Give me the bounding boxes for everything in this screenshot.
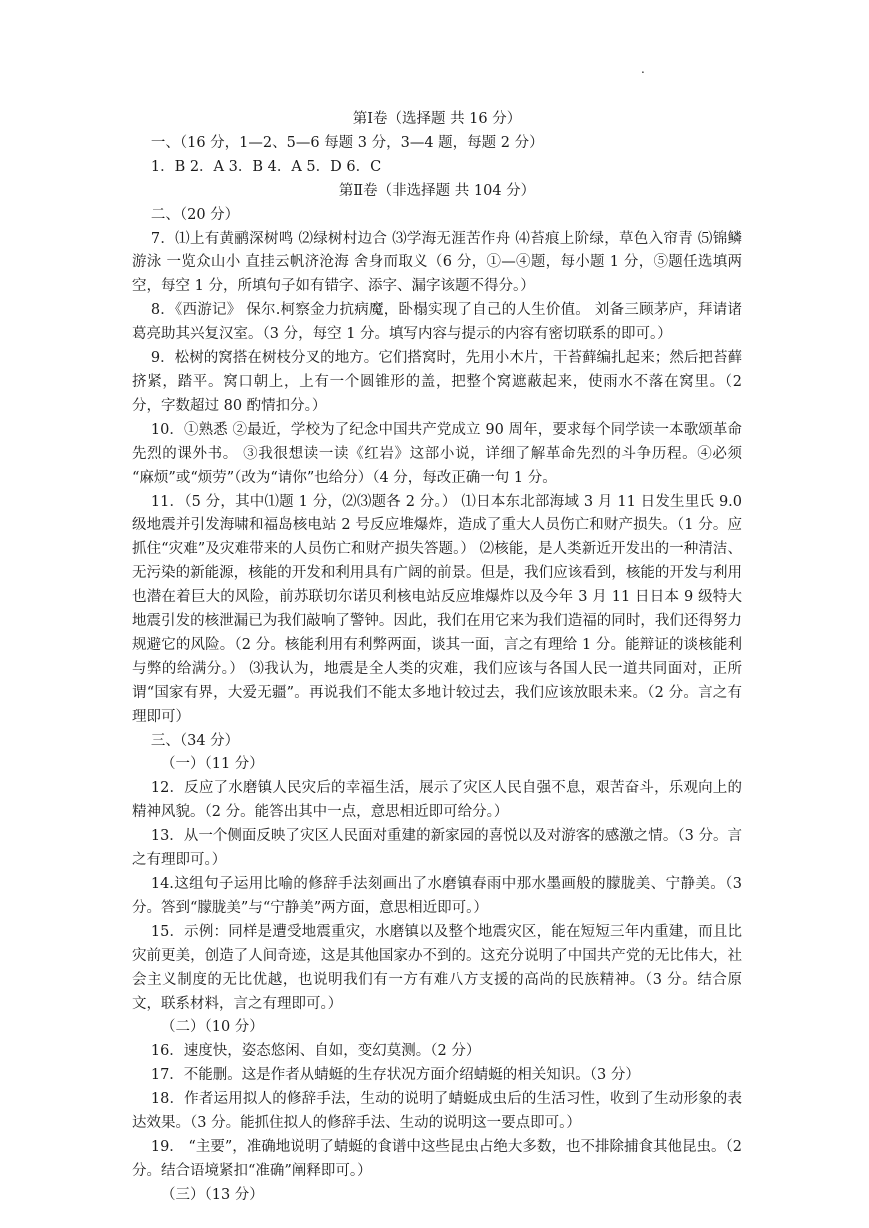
answer-q10: 10．①熟悉 ②最近，学校为了纪念中国共产党成立 90 周年，要求每个同学读一本歌颂革命先烈的课外书。 ③我很想读一读《红岩》这部小说，详细了解革命先烈的斗争历程。④必须 “麻烦”或“烦劳”（改为“请你”也给分）（4 分，每改正确一句 1 分。 — [132, 421, 742, 486]
answer-q19: 19． “主要”，准确地说明了蜻蜓的食谱中这些昆虫占绝大多数，也不排除捕食其他昆虫。（2 分。结合语境紧扣“准确”阐释即可。） — [132, 1138, 742, 1179]
answer-q11: 11．（5 分，其中⑴题 1 分，⑵⑶题各 2 分。） ⑴日本东北部海域 3 月 11 日发生里氏 9.0 级地震并引发海啸和福岛核电站 2 号反应堆爆炸，造成了重大人员伤亡和财产损失。（1 分。应抓住“灾难”及灾难带来的人员伤亡和财产损失答题。） ⑵核能，是人类新近开发出的一种清洁、无污染的新能源，核能的开发和利用具有广阔的前景。但是，我们应该看到，核能的开发与利用也潜在着巨大的风险，前苏联切尔诺贝利核电站反应堆爆炸以及今年 3 月 11 日日本 9 级特大地震引发的核泄漏已为我们敲响了警钟。因此，我们在用它来为我们造福的同时，我们还得努力规避它的风险。（2 分。核能利用有利弊两面，谈其一面，言之有理给 1 分。能辩证的谈核能利与弊的给满分。） ⑶我认为，地震是全人类的灾难，我们应该与各国人民一道共同面对，正所谓“国家有界，大爱无疆”。再说我们不能太多地计较过去，我们应该放眼未来。（2 分。言之有理即可） — [132, 493, 742, 725]
section-2-heading: 二、（20 分） — [150, 206, 240, 223]
answer-q12: 12．反应了水磨镇人民灾后的幸福生活，展示了灾区人民自强不息，艰苦奋斗，乐观向上的精神风貌。（2 分。能答出其中一点，意思相近即可给分。） — [132, 780, 742, 821]
answer-q7: 7．⑴上有黄鹂深树鸣 ⑵绿树村边合 ⑶学海无涯苦作舟 ⑷苔痕上阶绿，草色入帘青 ⑸锦鳞游泳 一览众山小 直挂云帆济沧海 舍身而取义（6 分，①—④题，每小题 1 分，⑤题任选填两空，每空 1 分，所填句子如有错字、添字、漏字该题不得分。） — [132, 230, 742, 295]
part2-title: 第Ⅱ卷（非选择题 共 104 分） — [338, 182, 536, 199]
section-1-heading: 一、（16 分，1—2、5—6 每题 3 分，3—4 题，每题 2 分） — [150, 134, 544, 151]
header-dot: . — [641, 62, 645, 76]
answer-q16: 16．速度快，姿态悠闲、自如，变幻莫测。（2 分） — [150, 1043, 481, 1060]
answer-q18: 18．作者运用拟人的修辞手法，生动的说明了蜻蜓成虫后的生活习性，收到了生动形象的表达效果。（3 分。能抓住拟人的修辞手法、生动的说明这一要点即可。） — [132, 1091, 742, 1132]
answer-q8: 8．《西游记》 保尔.柯察金力抗病魔，卧榻实现了自己的人生价值。 刘备三顾茅庐，拜请诸葛亮助其兴复汉室。（3 分，每空 1 分。填写内容与提示的内容有密切联系的即可。） — [132, 302, 742, 343]
answer-document — [132, 108, 742, 1208]
answer-q15: 15．示例：同样是遭受地震重灾，水磨镇以及整个地震灾区，能在短短三年内重建，而且比灾前更美，创造了人间奇迹，这是其他国家办不到的。这充分说明了中国共产党的无比伟大，社会主义制度的无比优越，也说明我们有一方有难八方支援的高尚的民族精神。（3 分。结合原文，联系材料，言之有理即可。） — [132, 923, 742, 1012]
answer-q13: 13．从一个侧面反映了灾区人民面对重建的新家园的喜悦以及对游客的感激之情。（3 分。言之有理即可。） — [132, 828, 742, 869]
section-1-answers: 1．B 2．A 3．B 4．A 5．D 6．C — [150, 158, 382, 175]
subsection-3-heading: （三）（13 分） — [161, 1186, 264, 1203]
answer-q14: 14.这组句子运用比喻的修辞手法刻画出了水磨镇春雨中那水墨画般的朦胧美、宁静美。（3 分。答到“朦胧美”与“宁静美”两方面，意思相近即可。） — [132, 876, 742, 916]
answer-q9: 9．松树的窝搭在树枝分叉的地方。它们搭窝时，先用小木片，干苔藓编扎起来；然后把苔藓挤紧，踏平。窝口朝上，上有一个圆锥形的盖，把整个窝遮蔽起来，使雨水不落在窝里。（2 分，字数超过 80 酌情扣分。） — [132, 350, 742, 414]
subsection-2-heading: （二）（10 分） — [161, 1019, 264, 1036]
part1-title: 第Ⅰ卷（选择题 共 16 分） — [352, 111, 522, 127]
subsection-1-heading: （一）（11 分） — [161, 756, 264, 773]
answer-q17: 17．不能删。这是作者从蜻蜓的生存状况方面介绍蜻蜓的相关知识。（3 分） — [150, 1067, 640, 1084]
section-3-heading: 三、（34 分） — [150, 732, 240, 749]
